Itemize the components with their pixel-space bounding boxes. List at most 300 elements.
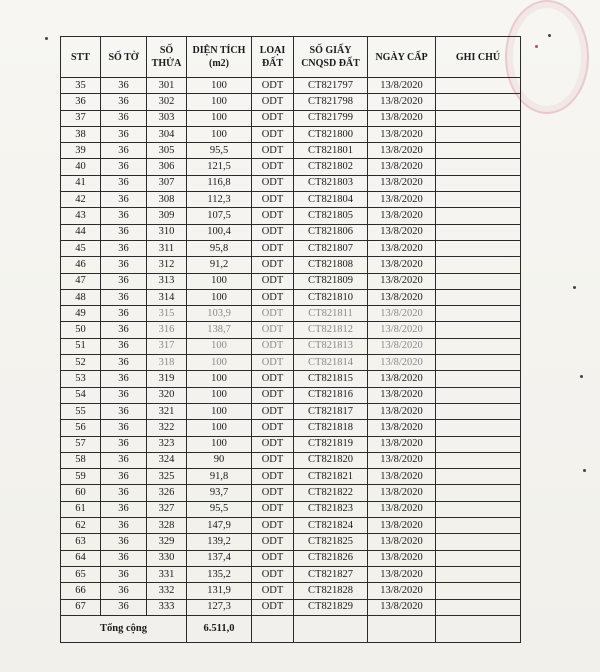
table-row [61, 550, 521, 566]
cell-dien-tich: 131,9 [187, 583, 252, 599]
cell-dien-tich: 93,7 [187, 485, 252, 501]
cell-so-thua: 301 [147, 78, 187, 94]
cell-so-thua: 310 [147, 224, 187, 240]
table-row [61, 175, 521, 191]
table-row [61, 436, 521, 452]
cell-so-giay: CT821804 [294, 192, 368, 208]
cell-loai-dat: ODT [252, 403, 294, 419]
cell-dien-tich: 90 [187, 452, 252, 468]
cell-loai-dat: ODT [252, 371, 294, 387]
cell-loai-dat: ODT [252, 289, 294, 305]
table-row [61, 518, 521, 534]
cell-so-to: 36 [101, 224, 147, 240]
col-header-loai-dat: LOẠI ĐẤT [252, 37, 294, 78]
cell-ghi-chu [436, 534, 521, 550]
cell-so-giay: CT821799 [294, 110, 368, 126]
table-row [61, 501, 521, 517]
table-row [61, 338, 521, 354]
table-row [61, 273, 521, 289]
cell-ghi-chu [436, 192, 521, 208]
cell-ghi-chu [436, 94, 521, 110]
cell-stt: 67 [61, 599, 101, 615]
cell-dien-tich: 100 [187, 387, 252, 403]
cell-stt: 49 [61, 306, 101, 322]
cell-stt: 39 [61, 143, 101, 159]
cell-so-to: 36 [101, 452, 147, 468]
cell-so-to: 36 [101, 534, 147, 550]
cell-ghi-chu [436, 420, 521, 436]
cell-so-giay: CT821823 [294, 501, 368, 517]
cell-ghi-chu [436, 518, 521, 534]
cell-ngay-cap: 13/8/2020 [368, 485, 436, 501]
cell-dien-tich: 100 [187, 78, 252, 94]
table-row [61, 583, 521, 599]
footer-empty-cell [436, 615, 521, 642]
cell-so-thua: 332 [147, 583, 187, 599]
cell-so-thua: 327 [147, 501, 187, 517]
table-row [61, 371, 521, 387]
cell-loai-dat: ODT [252, 420, 294, 436]
cell-stt: 59 [61, 469, 101, 485]
cell-stt: 65 [61, 566, 101, 582]
table-row [61, 257, 521, 273]
footer-empty-cell [294, 615, 368, 642]
cell-so-giay: CT821798 [294, 94, 368, 110]
table-row [61, 224, 521, 240]
cell-so-thua: 302 [147, 94, 187, 110]
cell-stt: 56 [61, 420, 101, 436]
cell-so-to: 36 [101, 469, 147, 485]
cell-stt: 44 [61, 224, 101, 240]
table-row [61, 126, 521, 142]
cell-ngay-cap: 13/8/2020 [368, 208, 436, 224]
cell-stt: 43 [61, 208, 101, 224]
cell-ghi-chu [436, 322, 521, 338]
cell-so-thua: 333 [147, 599, 187, 615]
col-header-dien-tich: DIỆN TÍCH (m2) [187, 37, 252, 78]
cell-ghi-chu [436, 110, 521, 126]
col-header-so-thua: SỐ THỬA [147, 37, 187, 78]
cell-ngay-cap: 13/8/2020 [368, 192, 436, 208]
cell-ngay-cap: 13/8/2020 [368, 387, 436, 403]
cell-loai-dat: ODT [252, 338, 294, 354]
cell-so-giay: CT821819 [294, 436, 368, 452]
cell-loai-dat: ODT [252, 387, 294, 403]
cell-dien-tich: 103,9 [187, 306, 252, 322]
cell-stt: 52 [61, 355, 101, 371]
cell-dien-tich: 100 [187, 110, 252, 126]
cell-loai-dat: ODT [252, 566, 294, 582]
cell-stt: 36 [61, 94, 101, 110]
cell-so-thua: 315 [147, 306, 187, 322]
cell-dien-tich: 91,8 [187, 469, 252, 485]
cell-ghi-chu [436, 403, 521, 419]
total-label: Tổng cộng [61, 615, 187, 642]
cell-dien-tich: 100 [187, 420, 252, 436]
cell-so-giay: CT821818 [294, 420, 368, 436]
cell-ngay-cap: 13/8/2020 [368, 452, 436, 468]
cell-dien-tich: 139,2 [187, 534, 252, 550]
cell-so-thua: 309 [147, 208, 187, 224]
col-header-so-to: SỐ TỜ [101, 37, 147, 78]
cell-so-giay: CT821811 [294, 306, 368, 322]
cell-so-thua: 329 [147, 534, 187, 550]
cell-ghi-chu [436, 452, 521, 468]
cell-ngay-cap: 13/8/2020 [368, 469, 436, 485]
cell-so-to: 36 [101, 403, 147, 419]
cell-loai-dat: ODT [252, 78, 294, 94]
cell-stt: 38 [61, 126, 101, 142]
cell-so-thua: 303 [147, 110, 187, 126]
col-header-ngay-cap: NGÀY CẤP [368, 37, 436, 78]
cell-so-giay: CT821826 [294, 550, 368, 566]
cell-so-giay: CT821802 [294, 159, 368, 175]
cell-dien-tich: 138,7 [187, 322, 252, 338]
cell-so-thua: 325 [147, 469, 187, 485]
cell-loai-dat: ODT [252, 322, 294, 338]
cell-ghi-chu [436, 566, 521, 582]
cell-so-to: 36 [101, 143, 147, 159]
cell-dien-tich: 100 [187, 371, 252, 387]
cell-stt: 60 [61, 485, 101, 501]
cell-loai-dat: ODT [252, 94, 294, 110]
cell-so-giay: CT821821 [294, 469, 368, 485]
cell-ngay-cap: 13/8/2020 [368, 126, 436, 142]
footer-empty-cell [252, 615, 294, 642]
cell-ngay-cap: 13/8/2020 [368, 78, 436, 94]
cell-dien-tich: 100 [187, 403, 252, 419]
cell-ghi-chu [436, 224, 521, 240]
cell-stt: 61 [61, 501, 101, 517]
cell-loai-dat: ODT [252, 257, 294, 273]
speck-mark [580, 375, 583, 378]
cell-ngay-cap: 13/8/2020 [368, 566, 436, 582]
cell-loai-dat: ODT [252, 126, 294, 142]
cell-dien-tich: 127,3 [187, 599, 252, 615]
cell-so-to: 36 [101, 550, 147, 566]
cell-ngay-cap: 13/8/2020 [368, 436, 436, 452]
cell-so-giay: CT821817 [294, 403, 368, 419]
cell-dien-tich: 116,8 [187, 175, 252, 191]
cell-dien-tich: 112,3 [187, 192, 252, 208]
cell-ngay-cap: 13/8/2020 [368, 599, 436, 615]
cell-so-giay: CT821809 [294, 273, 368, 289]
cell-so-to: 36 [101, 257, 147, 273]
cell-so-to: 36 [101, 420, 147, 436]
cell-so-thua: 318 [147, 355, 187, 371]
cell-stt: 37 [61, 110, 101, 126]
cell-loai-dat: ODT [252, 240, 294, 256]
cell-ngay-cap: 13/8/2020 [368, 240, 436, 256]
cell-ghi-chu [436, 78, 521, 94]
cell-so-thua: 316 [147, 322, 187, 338]
cell-stt: 35 [61, 78, 101, 94]
cell-so-to: 36 [101, 306, 147, 322]
cell-so-to: 36 [101, 240, 147, 256]
cell-so-to: 36 [101, 110, 147, 126]
cell-loai-dat: ODT [252, 192, 294, 208]
cell-ghi-chu [436, 485, 521, 501]
cell-so-thua: 308 [147, 192, 187, 208]
cell-loai-dat: ODT [252, 501, 294, 517]
cell-so-giay: CT821801 [294, 143, 368, 159]
table-row [61, 110, 521, 126]
cell-so-to: 36 [101, 355, 147, 371]
cell-dien-tich: 100 [187, 94, 252, 110]
cell-ngay-cap: 13/8/2020 [368, 175, 436, 191]
cell-ngay-cap: 13/8/2020 [368, 403, 436, 419]
cell-ghi-chu [436, 257, 521, 273]
cell-ngay-cap: 13/8/2020 [368, 371, 436, 387]
cell-ngay-cap: 13/8/2020 [368, 289, 436, 305]
footer-empty-cell [368, 615, 436, 642]
cell-stt: 53 [61, 371, 101, 387]
cell-ngay-cap: 13/8/2020 [368, 94, 436, 110]
cell-so-thua: 320 [147, 387, 187, 403]
table-row [61, 387, 521, 403]
cell-ghi-chu [436, 159, 521, 175]
cell-so-to: 36 [101, 322, 147, 338]
cell-loai-dat: ODT [252, 599, 294, 615]
table-row [61, 322, 521, 338]
cell-so-giay: CT821812 [294, 322, 368, 338]
cell-loai-dat: ODT [252, 306, 294, 322]
cell-so-to: 36 [101, 583, 147, 599]
cell-so-thua: 322 [147, 420, 187, 436]
speck-mark [45, 37, 48, 40]
cell-so-to: 36 [101, 436, 147, 452]
cell-ngay-cap: 13/8/2020 [368, 550, 436, 566]
cell-so-giay: CT821825 [294, 534, 368, 550]
cell-so-to: 36 [101, 371, 147, 387]
cell-so-giay: CT821808 [294, 257, 368, 273]
cell-so-to: 36 [101, 273, 147, 289]
cell-stt: 51 [61, 338, 101, 354]
cell-ghi-chu [436, 436, 521, 452]
cell-so-giay: CT821829 [294, 599, 368, 615]
cell-so-to: 36 [101, 159, 147, 175]
cell-ghi-chu [436, 289, 521, 305]
cell-ngay-cap: 13/8/2020 [368, 518, 436, 534]
cell-so-thua: 323 [147, 436, 187, 452]
cell-dien-tich: 100 [187, 273, 252, 289]
cell-so-thua: 328 [147, 518, 187, 534]
cell-dien-tich: 135,2 [187, 566, 252, 582]
table-row [61, 289, 521, 305]
cell-loai-dat: ODT [252, 485, 294, 501]
cell-so-giay: CT821816 [294, 387, 368, 403]
cell-loai-dat: ODT [252, 224, 294, 240]
cell-ghi-chu [436, 240, 521, 256]
cell-so-giay: CT821815 [294, 371, 368, 387]
cell-ngay-cap: 13/8/2020 [368, 501, 436, 517]
cell-loai-dat: ODT [252, 550, 294, 566]
cell-ghi-chu [436, 599, 521, 615]
cell-ngay-cap: 13/8/2020 [368, 159, 436, 175]
cell-so-giay: CT821797 [294, 78, 368, 94]
cell-so-to: 36 [101, 485, 147, 501]
table-row [61, 94, 521, 110]
cell-so-to: 36 [101, 387, 147, 403]
cell-stt: 41 [61, 175, 101, 191]
col-header-ghi-chu: GHI CHÚ [436, 37, 521, 78]
cell-loai-dat: ODT [252, 355, 294, 371]
cell-so-giay: CT821800 [294, 126, 368, 142]
table-header [61, 37, 521, 78]
cell-ghi-chu [436, 469, 521, 485]
cell-dien-tich: 121,5 [187, 159, 252, 175]
cell-so-giay: CT821828 [294, 583, 368, 599]
cell-ghi-chu [436, 143, 521, 159]
cell-ghi-chu [436, 273, 521, 289]
cell-ngay-cap: 13/8/2020 [368, 143, 436, 159]
cell-so-giay: CT821805 [294, 208, 368, 224]
cell-dien-tich: 95,8 [187, 240, 252, 256]
cell-so-giay: CT821806 [294, 224, 368, 240]
cell-dien-tich: 95,5 [187, 501, 252, 517]
cell-dien-tich: 100 [187, 355, 252, 371]
cell-so-thua: 312 [147, 257, 187, 273]
cell-loai-dat: ODT [252, 208, 294, 224]
cell-stt: 57 [61, 436, 101, 452]
cell-so-giay: CT821803 [294, 175, 368, 191]
cell-so-to: 36 [101, 175, 147, 191]
cell-ngay-cap: 13/8/2020 [368, 534, 436, 550]
cell-loai-dat: ODT [252, 143, 294, 159]
cell-ghi-chu [436, 208, 521, 224]
cell-so-giay: CT821814 [294, 355, 368, 371]
cell-so-to: 36 [101, 501, 147, 517]
table-row [61, 534, 521, 550]
cell-stt: 40 [61, 159, 101, 175]
col-header-stt: STT [61, 37, 101, 78]
table-row [61, 452, 521, 468]
cell-ghi-chu [436, 126, 521, 142]
cell-stt: 66 [61, 583, 101, 599]
table-row [61, 485, 521, 501]
speck-mark [583, 469, 586, 472]
cell-so-to: 36 [101, 338, 147, 354]
cell-ghi-chu [436, 355, 521, 371]
cell-dien-tich: 147,9 [187, 518, 252, 534]
cell-dien-tich: 107,5 [187, 208, 252, 224]
cell-ghi-chu [436, 306, 521, 322]
cell-so-thua: 314 [147, 289, 187, 305]
table-body [61, 78, 521, 616]
cell-loai-dat: ODT [252, 469, 294, 485]
table-row [61, 599, 521, 615]
cell-ngay-cap: 13/8/2020 [368, 257, 436, 273]
table-row [61, 306, 521, 322]
speck-mark [548, 34, 551, 37]
cell-loai-dat: ODT [252, 110, 294, 126]
total-area: 6.511,0 [187, 615, 252, 642]
cell-so-thua: 321 [147, 403, 187, 419]
cell-stt: 46 [61, 257, 101, 273]
table-row [61, 403, 521, 419]
cell-stt: 47 [61, 273, 101, 289]
cell-so-thua: 330 [147, 550, 187, 566]
cell-ghi-chu [436, 175, 521, 191]
cell-ghi-chu [436, 387, 521, 403]
cell-ghi-chu [436, 583, 521, 599]
cell-dien-tich: 100 [187, 436, 252, 452]
col-header-so-giay: SỐ GIẤY CNQSD ĐẤT [294, 37, 368, 78]
cell-dien-tich: 137,4 [187, 550, 252, 566]
cell-so-giay: CT821807 [294, 240, 368, 256]
cell-dien-tich: 100,4 [187, 224, 252, 240]
cell-ghi-chu [436, 371, 521, 387]
cell-so-giay: CT821810 [294, 289, 368, 305]
cell-so-to: 36 [101, 518, 147, 534]
cell-ghi-chu [436, 550, 521, 566]
cell-so-to: 36 [101, 126, 147, 142]
table-row [61, 420, 521, 436]
cell-loai-dat: ODT [252, 175, 294, 191]
cell-so-to: 36 [101, 289, 147, 305]
cell-stt: 58 [61, 452, 101, 468]
cell-ngay-cap: 13/8/2020 [368, 338, 436, 354]
cell-stt: 62 [61, 518, 101, 534]
cell-ngay-cap: 13/8/2020 [368, 420, 436, 436]
cell-dien-tich: 95,5 [187, 143, 252, 159]
cell-so-thua: 331 [147, 566, 187, 582]
cell-so-thua: 326 [147, 485, 187, 501]
cell-stt: 42 [61, 192, 101, 208]
cell-stt: 48 [61, 289, 101, 305]
cell-ngay-cap: 13/8/2020 [368, 273, 436, 289]
cell-so-thua: 304 [147, 126, 187, 142]
cell-so-thua: 305 [147, 143, 187, 159]
cell-so-thua: 313 [147, 273, 187, 289]
table-footer [61, 615, 521, 642]
cell-ngay-cap: 13/8/2020 [368, 322, 436, 338]
table-row [61, 240, 521, 256]
cell-loai-dat: ODT [252, 273, 294, 289]
land-parcel-table [60, 36, 521, 643]
cell-stt: 55 [61, 403, 101, 419]
cell-so-giay: CT821827 [294, 566, 368, 582]
cell-loai-dat: ODT [252, 534, 294, 550]
speck-mark [573, 286, 576, 289]
table-row [61, 159, 521, 175]
cell-so-thua: 324 [147, 452, 187, 468]
cell-dien-tich: 100 [187, 338, 252, 354]
cell-so-thua: 319 [147, 371, 187, 387]
cell-ngay-cap: 13/8/2020 [368, 355, 436, 371]
cell-so-giay: CT821824 [294, 518, 368, 534]
table-row [61, 469, 521, 485]
cell-stt: 45 [61, 240, 101, 256]
cell-stt: 63 [61, 534, 101, 550]
table-row [61, 208, 521, 224]
cell-so-to: 36 [101, 566, 147, 582]
cell-so-thua: 306 [147, 159, 187, 175]
cell-ngay-cap: 13/8/2020 [368, 224, 436, 240]
cell-dien-tich: 100 [187, 126, 252, 142]
cell-so-thua: 307 [147, 175, 187, 191]
table-row [61, 192, 521, 208]
cell-dien-tich: 100 [187, 289, 252, 305]
cell-dien-tich: 91,2 [187, 257, 252, 273]
cell-so-to: 36 [101, 599, 147, 615]
cell-loai-dat: ODT [252, 518, 294, 534]
cell-stt: 54 [61, 387, 101, 403]
table-row [61, 143, 521, 159]
cell-ghi-chu [436, 338, 521, 354]
cell-so-to: 36 [101, 208, 147, 224]
cell-ghi-chu [436, 501, 521, 517]
